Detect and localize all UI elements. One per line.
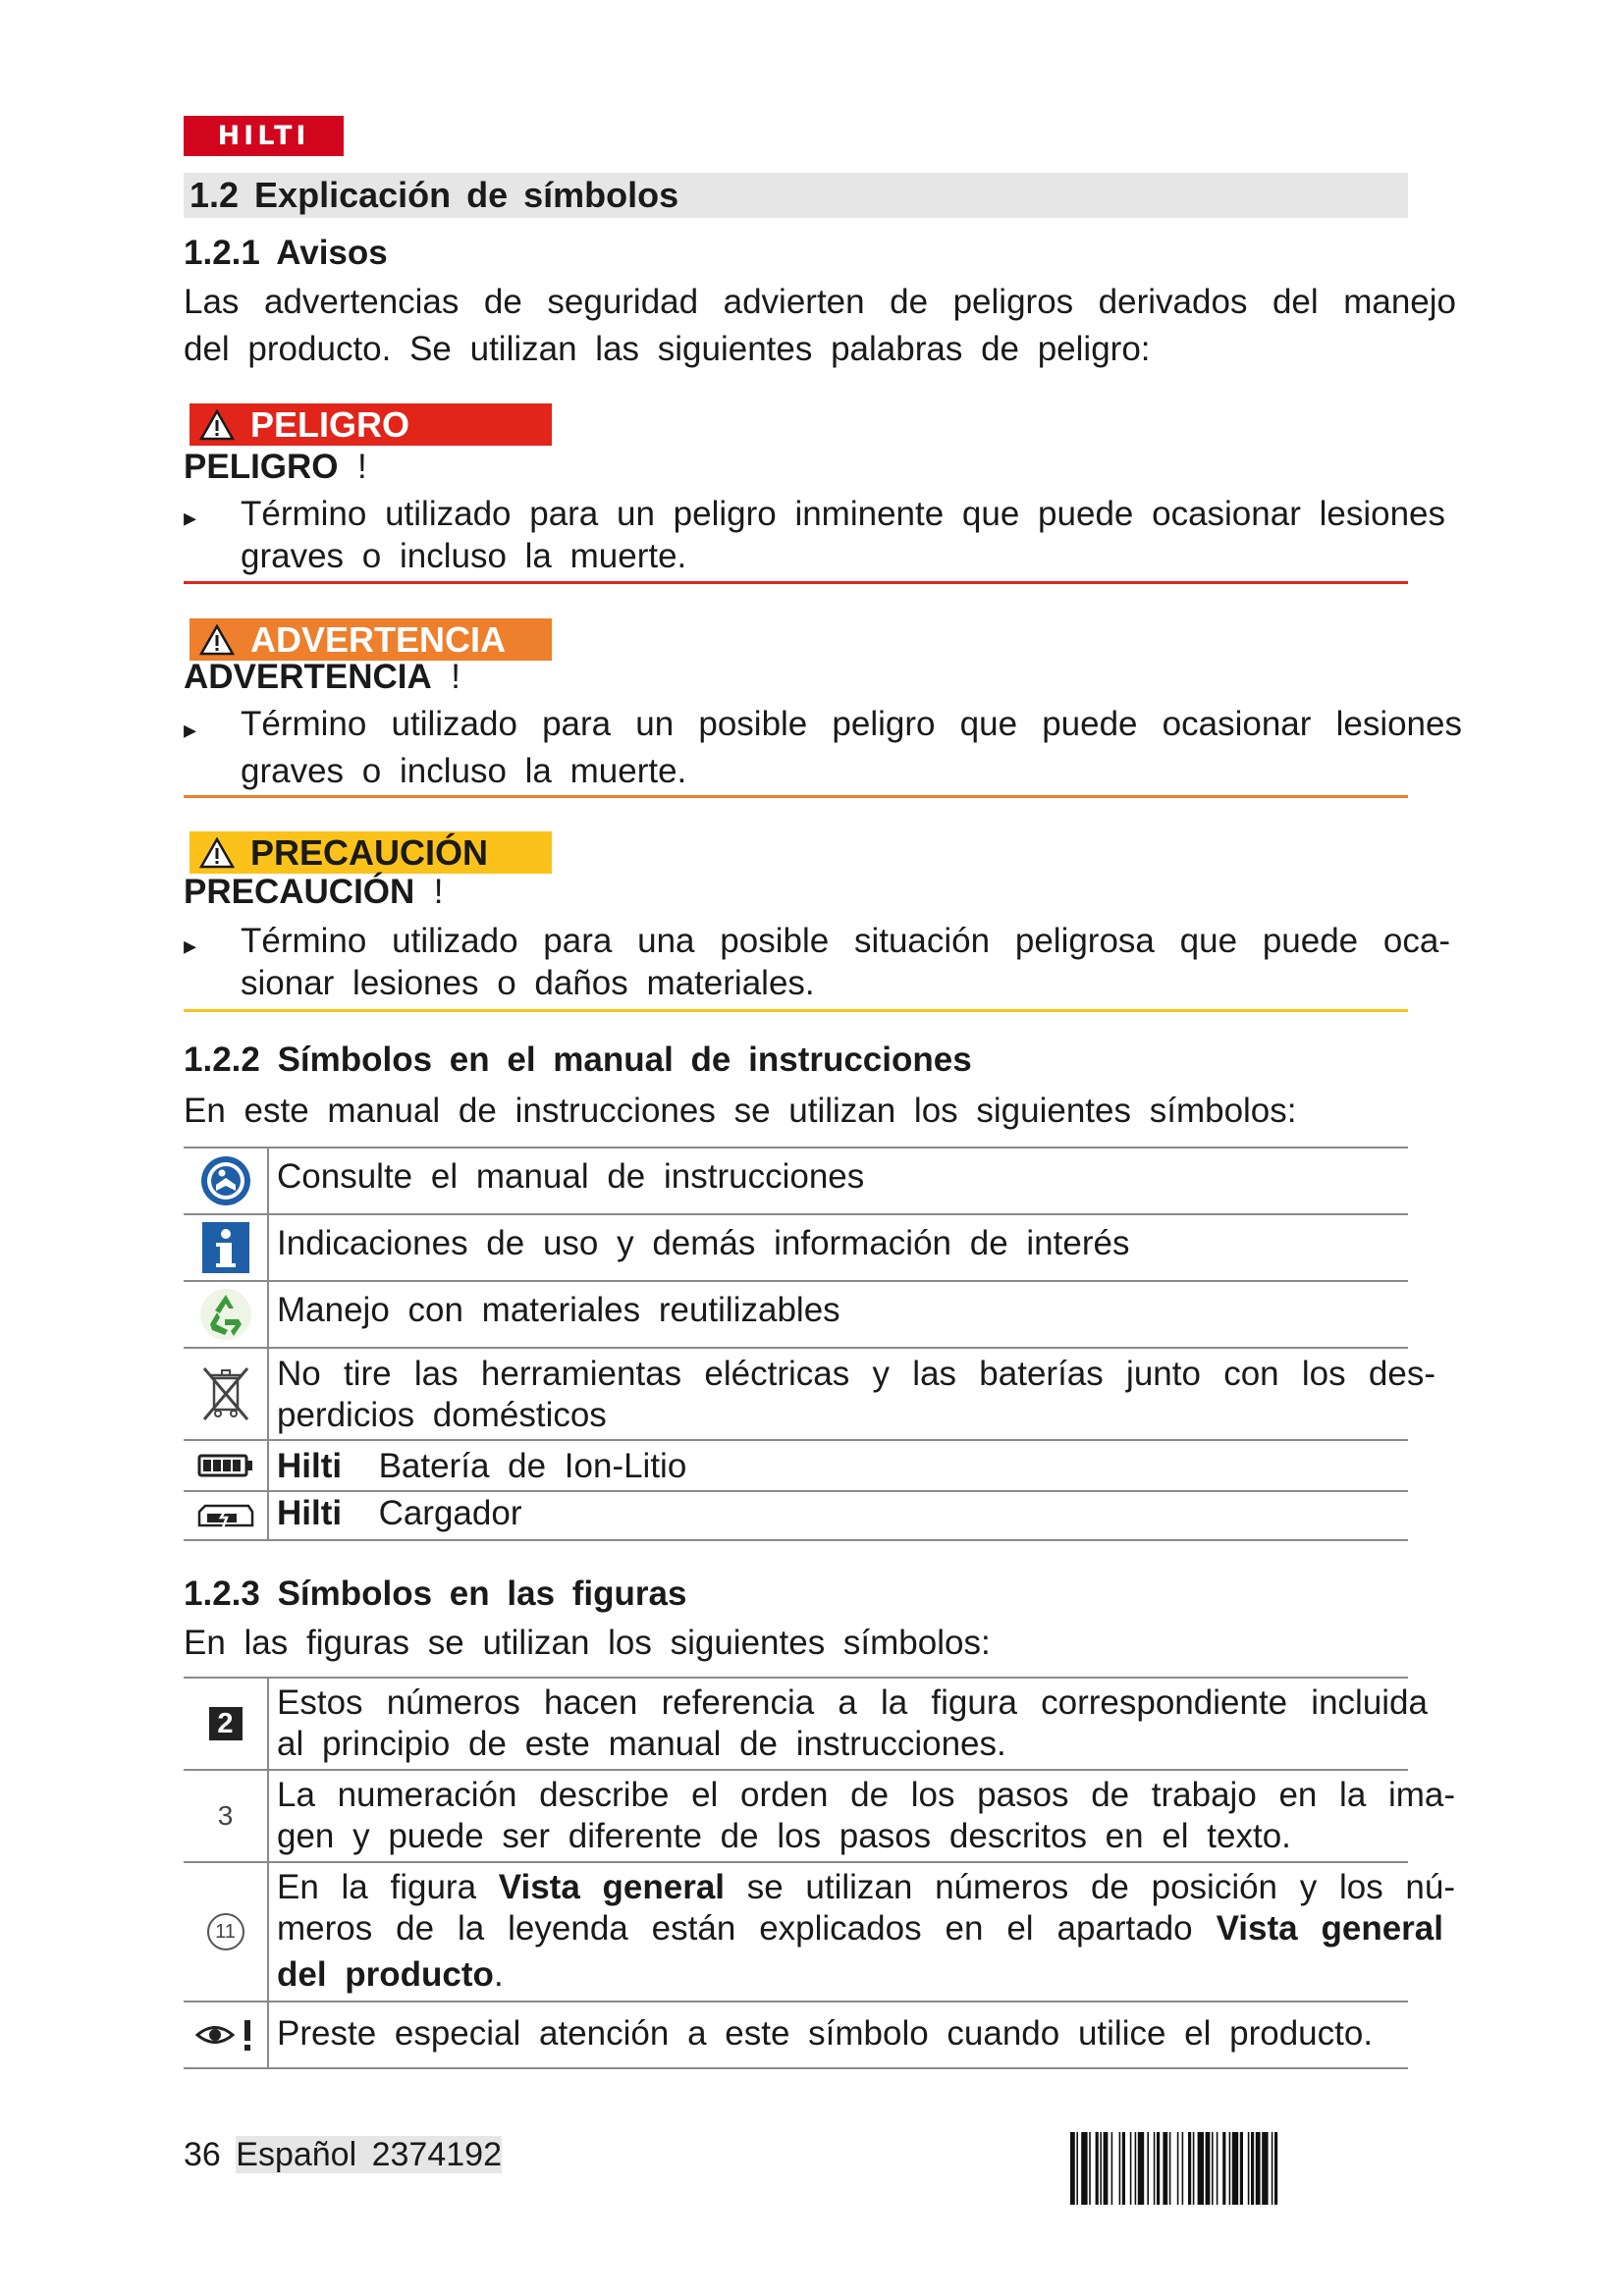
signal-word: ADVERTENCIA <box>184 658 432 696</box>
table-row-text: Consulte el manual de instrucciones <box>277 1157 865 1196</box>
table-rule <box>184 2067 1408 2069</box>
recycle-icon <box>198 1287 253 1342</box>
info-icon <box>201 1221 250 1274</box>
figure-number-icon: 2 <box>209 1707 243 1740</box>
table-row-icon-cell <box>184 1282 267 1347</box>
table-row-text: Preste especial atención a este símbolo cuando utilice el producto. <box>277 2014 1374 2053</box>
bold-term: Vista general <box>1216 1909 1443 1948</box>
warning-triangle-icon <box>199 409 235 441</box>
figure-symbols-intro: En las figuras se utilizan los siguientes símbolos: <box>184 1624 991 1662</box>
table-column-divider <box>267 1677 269 2069</box>
table-row-text <box>277 1953 504 1996</box>
table-row-text <box>277 1445 686 1487</box>
bullet-icon: ▸ <box>184 715 197 744</box>
signal-word: PRECAUCIÓN <box>184 873 415 911</box>
warning-precaucion-line1: Término utilizado para una posible situación peligrosa que puede oca- <box>241 922 1450 960</box>
bold-term: Vista general <box>498 1868 726 1906</box>
table-rule <box>184 1439 1408 1441</box>
step-number-icon: 3 <box>217 1800 234 1831</box>
row-text-part: meros de la leyenda están explicados en el apartado <box>277 1909 1217 1948</box>
table-row-text: gen y puede ser diferente de los pasos descritos en el texto. <box>277 1817 1291 1855</box>
table-row-text: La numeración describe el orden de los pasos de trabajo en la ima- <box>277 1776 1455 1814</box>
eye-attention-icon <box>195 2017 256 2053</box>
avisos-intro-line2: del producto. Se utilizan las siguientes palabras de peligro: <box>184 330 1151 368</box>
brand-name: Hilti <box>277 1447 343 1485</box>
page-number: 36 <box>184 2136 221 2173</box>
footer-doc-number: 2374192 <box>371 2136 502 2173</box>
row-label: Batería de Ion-Litio <box>378 1447 687 1485</box>
table-rule <box>184 1347 1408 1349</box>
table-rule <box>184 1147 1408 1148</box>
table-rule <box>184 1539 1408 1541</box>
table-row-icon-cell <box>184 1215 267 1280</box>
table-row-icon-cell <box>184 1148 267 1213</box>
table-row-icon-cell <box>184 1441 267 1490</box>
table-rule <box>184 1677 1408 1679</box>
bold-term: del producto <box>277 1955 494 1994</box>
table-row-text: No tire las herramientas eléctricas y las baterías junto con los des- <box>277 1355 1435 1393</box>
manual-symbols-intro: En este manual de instrucciones se utilizan los siguientes símbolos: <box>184 1092 1297 1130</box>
manual-book-icon <box>199 1154 252 1207</box>
warning-peligro-line2: graves o incluso la muerte. <box>241 537 687 575</box>
table-rule <box>184 2001 1408 2002</box>
warning-precaucion-line2: sionar lesiones o daños materiales. <box>241 964 815 1002</box>
signal-word-advertencia <box>184 658 460 697</box>
signal-banner-precaucion <box>189 831 552 874</box>
row-label: Cargador <box>378 1494 522 1532</box>
table-column-divider <box>267 1147 269 1541</box>
warning-rule-precaucion <box>184 1009 1408 1012</box>
position-number-icon: 11 <box>207 1913 244 1950</box>
heading-avisos: 1.2.1 Avisos <box>184 234 388 272</box>
signal-banner-advertencia <box>189 618 552 661</box>
heading-figure-symbols: 1.2.3 Símbolos en las figuras <box>184 1575 687 1613</box>
exclamation-mark: ! <box>451 658 460 696</box>
table-row-icon-cell <box>184 1771 267 1861</box>
heading-manual-symbols: 1.2.2 Símbolos en el manual de instrucciones <box>184 1041 972 1079</box>
bullet-icon: ▸ <box>184 503 197 532</box>
table-row-text: Estos números hacen referencia a la figura correspondiente incluida <box>277 1683 1428 1722</box>
table-row-text <box>277 1866 1455 1908</box>
crossed-bin-icon <box>200 1364 251 1423</box>
table-rule <box>184 1769 1408 1771</box>
exclamation-mark: ! <box>356 448 367 486</box>
signal-banner-label: PRECAUCIÓN <box>250 832 489 873</box>
table-row-text <box>277 1492 521 1534</box>
table-rule <box>184 1280 1408 1282</box>
hilti-logo: HILTI <box>184 116 344 156</box>
warning-triangle-icon <box>199 624 235 656</box>
warning-advertencia-line2: graves o incluso la muerte. <box>241 752 687 790</box>
battery-icon <box>197 1453 254 1478</box>
warning-peligro-line1: Término utilizado para un peligro inminente que puede ocasionar lesiones <box>241 495 1445 533</box>
signal-banner-label: ADVERTENCIA <box>250 619 507 660</box>
table-row-icon-cell <box>184 2002 267 2067</box>
avisos-intro-line1: Las advertencias de seguridad advierten de peligros derivados del manejo <box>184 283 1456 321</box>
warning-triangle-icon <box>199 837 235 869</box>
signal-word-precaucion <box>184 873 443 912</box>
table-rule <box>184 1861 1408 1863</box>
table-row-icon-cell <box>184 1349 267 1439</box>
warning-rule-peligro <box>184 581 1408 584</box>
table-row-icon-cell <box>184 1679 267 1769</box>
exclamation-mark: ! <box>433 873 444 911</box>
warning-rule-advertencia <box>184 795 1408 798</box>
table-row-text: perdicios domésticos <box>277 1396 607 1434</box>
signal-banner-label: PELIGRO <box>250 404 410 445</box>
table-row-text: Indicaciones de uso y demás información de interés <box>277 1224 1130 1262</box>
warning-advertencia-line1: Término utilizado para un posible peligro que puede ocasionar lesiones <box>241 705 1462 743</box>
row-text-part: . <box>493 1955 504 1994</box>
brand-name: Hilti <box>277 1494 343 1532</box>
table-row-text: Manejo con materiales reutilizables <box>277 1291 840 1329</box>
signal-word: PELIGRO <box>184 448 339 486</box>
page-footer <box>184 2136 502 2174</box>
table-rule <box>184 1213 1408 1215</box>
row-text-part: En la figura <box>277 1868 499 1906</box>
charger-icon <box>197 1502 254 1529</box>
table-row-text <box>277 1907 1443 1949</box>
footer-language-doc <box>236 2136 502 2173</box>
row-text-part: se utilizan números de posición y los nú- <box>725 1868 1456 1906</box>
table-row-icon-cell <box>184 1863 267 2001</box>
signal-banner-peligro <box>189 403 552 446</box>
bullet-icon: ▸ <box>184 931 197 960</box>
section-title: 1.2 Explicación de símbolos <box>184 173 1408 218</box>
table-row-text: al principio de este manual de instrucciones. <box>277 1725 1006 1763</box>
footer-language: Español <box>236 2136 357 2173</box>
barcode-icon <box>1070 2132 1408 2205</box>
signal-word-peligro <box>184 448 367 487</box>
table-row-icon-cell <box>184 1492 267 1539</box>
